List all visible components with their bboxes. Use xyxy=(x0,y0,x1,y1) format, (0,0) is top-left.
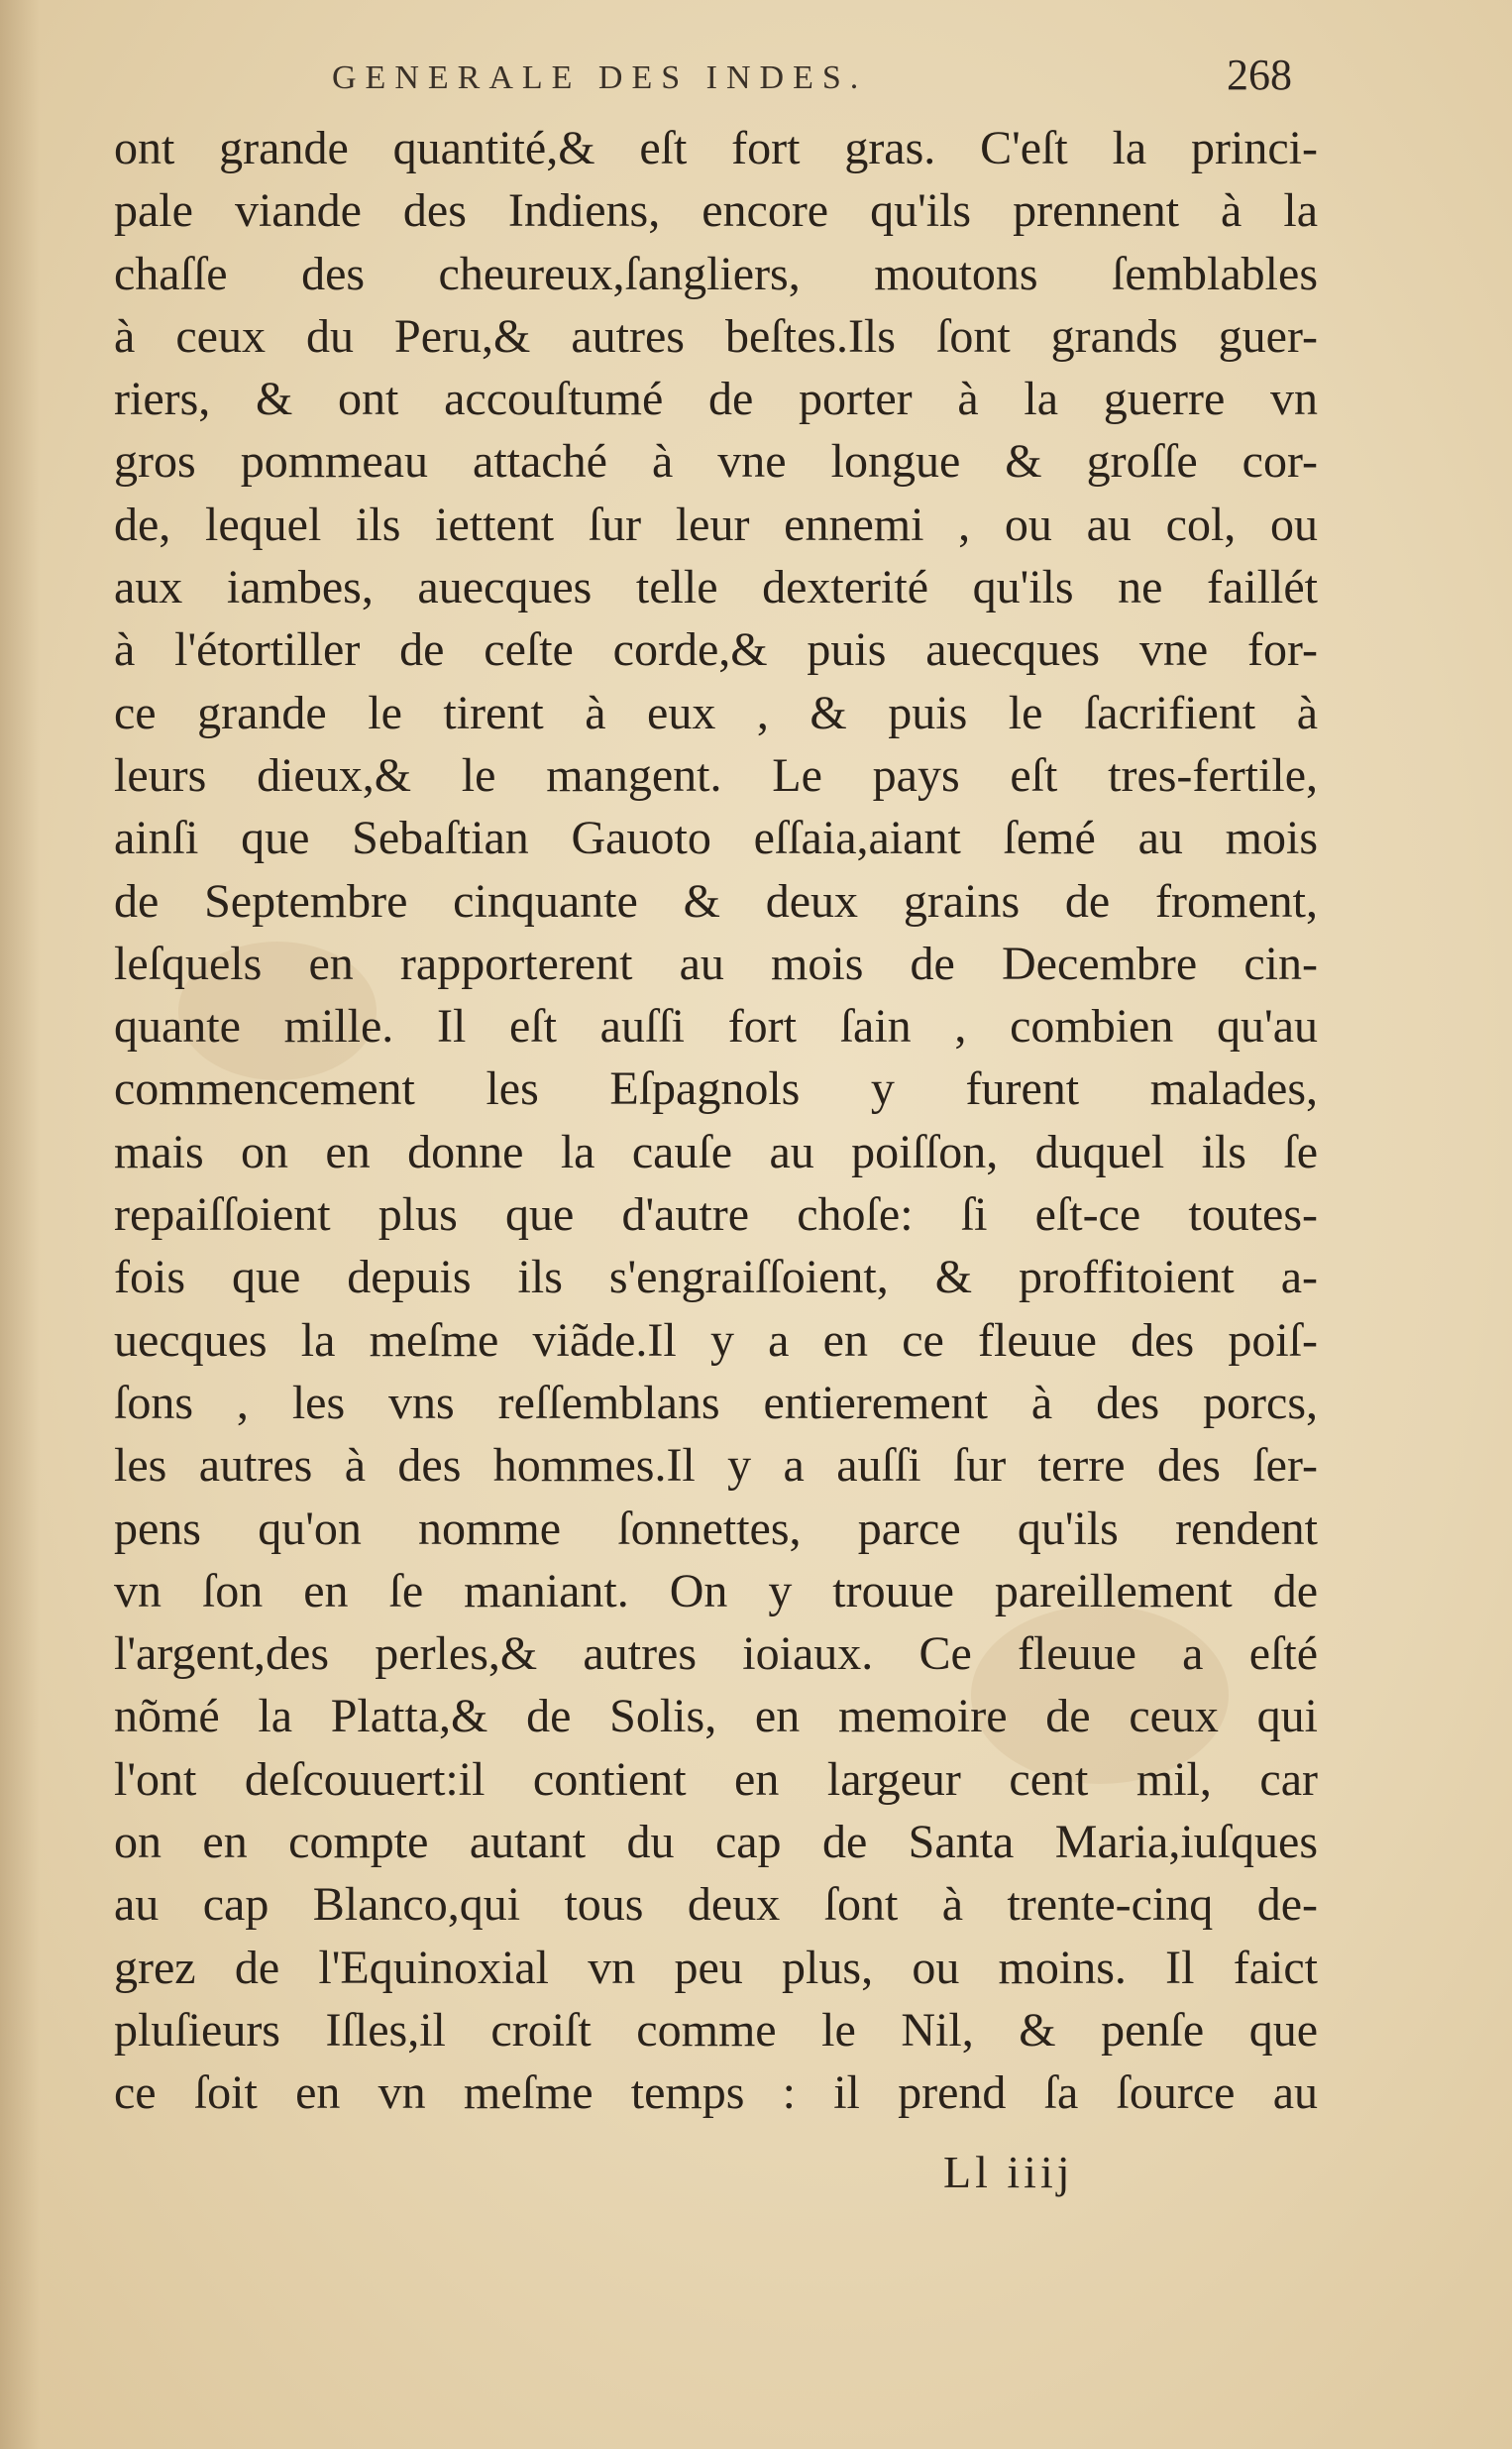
text-line: nõmé la Platta,& de Solis, en memoire de ceux qui xyxy=(114,1690,1318,1743)
text-line: à l'étortiller de ceſte corde,& puis auecques vne for- xyxy=(114,623,1318,677)
text-line: ont grande quantité,& eſt fort gras. C'eſt la princi- xyxy=(114,122,1318,174)
text-line: pale viande des Indiens, encore qu'ils prennent à la xyxy=(114,184,1318,238)
text-line: uecques la meſme viãde.Il y a en ce fleuue des poiſ- xyxy=(114,1313,1318,1367)
text-line: on en compte autant du cap de Santa Maria,iuſques xyxy=(114,1816,1318,1869)
text-line: leſquels en rapporterent au mois de Decembre cin- xyxy=(114,937,1318,990)
text-line: l'ont deſcouuert:il contient en largeur cent mil, car xyxy=(114,1752,1318,1806)
text-line: quante mille. Il eſt auſſi fort ſain , combien qu'au xyxy=(114,1000,1318,1054)
text-line: pens qu'on nomme ſonnettes, parce qu'ils rendent xyxy=(114,1502,1318,1555)
running-title: GENERALE DES INDES. xyxy=(332,59,868,96)
text-line: grez de l'Equinoxial vn peu plus, ou moins. Il faict xyxy=(114,1941,1318,1994)
text-line: ce grande le tirent à eux , & puis le ſacrifient à xyxy=(114,686,1318,739)
text-line: vn ſon en ſe maniant. On y trouue pareillement de xyxy=(114,1564,1318,1617)
text-line: de Septembre cinquante & deux grains de froment, xyxy=(114,874,1318,928)
text-line: l'argent,des perles,& autres ioiaux. Ce fleuue a eſté xyxy=(114,1627,1318,1681)
text-line: de, lequel ils iettent ſur leur ennemi , ou au col, ou xyxy=(114,498,1318,551)
page-gutter-shadow xyxy=(0,0,40,2449)
text-line: leurs dieux,& le mangent. Le pays eſt tres-fertile, xyxy=(114,748,1318,802)
text-line: pluſieurs Iſles,il croiſt comme le Nil, & penſe que xyxy=(114,2003,1318,2057)
text-line: à ceux du Peru,& autres beſtes.Ils ſont grands guer- xyxy=(114,309,1318,363)
text-line: au cap Blanco,qui tous deux ſont à trente-cinq de- xyxy=(114,1878,1318,1932)
body-text xyxy=(114,117,1318,2125)
page-number: 268 xyxy=(1227,51,1292,99)
text-line: gros pommeau attaché à vne longue & groſſe cor- xyxy=(114,435,1318,489)
signature-mark: Ll iiij xyxy=(943,2147,1074,2197)
text-line: repaiſſoient plus que d'autre choſe: ſi eſt-ce toutes- xyxy=(114,1188,1318,1242)
text-line: mais on en donne la cauſe au poiſſon, duquel ils ſe xyxy=(114,1125,1318,1178)
text-line: chaſſe des cheureux,ſangliers, moutons ſemblables xyxy=(114,247,1318,300)
text-line: aux iambes, auecques telle dexterité qu'ils ne faillét xyxy=(114,561,1318,614)
text-line: les autres à des hommes.Il y a auſſi ſur terre des ſer- xyxy=(114,1439,1318,1493)
page-header xyxy=(0,50,1512,119)
text-line: fois que depuis ils s'engraiſſoient, & proffitoient a- xyxy=(114,1251,1318,1304)
text-line: ainſi que Sebaſtian Gauoto eſſaia,aiant ſemé au mois xyxy=(114,812,1318,865)
text-line: ce ſoit en vn meſme temps : il prend ſa ſource au xyxy=(114,2066,1318,2120)
text-line: riers, & ont accouſtumé de porter à la guerre vn xyxy=(114,373,1318,426)
text-line: ſons , les vns reſſemblans entierement à des porcs, xyxy=(114,1376,1318,1429)
text-line: commencement les Eſpagnols y furent malades, xyxy=(114,1062,1318,1116)
